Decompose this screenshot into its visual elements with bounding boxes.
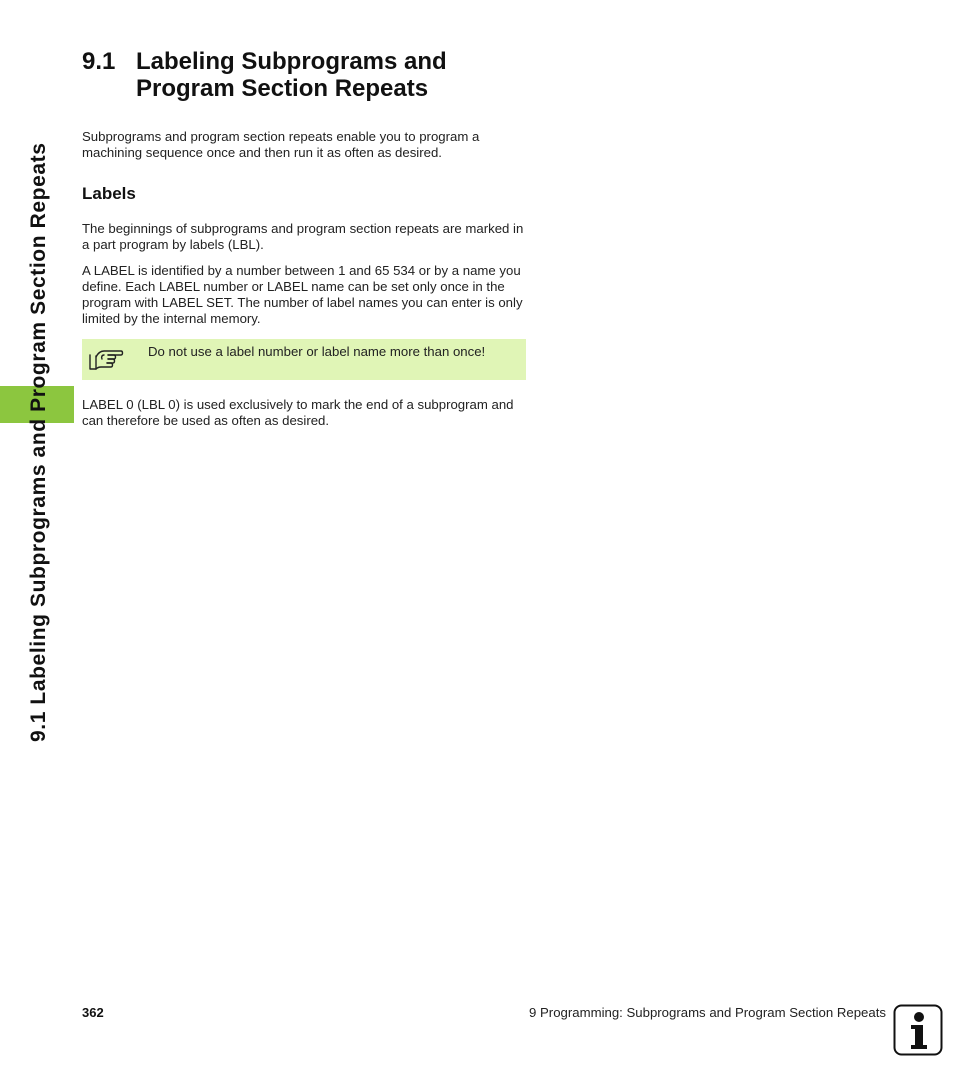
note-box	[82, 339, 526, 380]
labels-paragraph-1: The beginnings of subprograms and program section repeats are marked in a part program by labels (LBL).	[82, 221, 524, 252]
info-icon	[893, 1004, 943, 1056]
note-text: Do not use a label number or label name more than once!	[148, 344, 486, 359]
section-number: 9.1	[82, 48, 116, 75]
footer-chapter-title: 9 Programming: Subprograms and Program Section Repeats	[529, 1005, 886, 1020]
labels-paragraph-2: A LABEL is identified by a number between 1 and 65 534 or by a name you define. Each LABEL number or LABEL name can be set only once in the program with LABEL SET. The number of label names you can enter is only limited by the internal memory.	[82, 263, 523, 326]
labels-subheading: Labels	[82, 184, 136, 203]
side-running-title: 9.1 Labeling Subprograms and Program Section Repeats	[27, 142, 50, 742]
intro-paragraph: Subprograms and program section repeats enable you to program a machining sequence once and then run it as often as desired.	[82, 129, 480, 160]
page-number: 362	[82, 1005, 104, 1020]
labels-paragraph-3: LABEL 0 (LBL 0) is used exclusively to mark the end of a subprogram and can therefore be used as often as desired.	[82, 397, 514, 428]
pointing-hand-icon	[88, 347, 124, 373]
page-title	[82, 48, 542, 102]
section-title: Labeling Subprograms and Program Section Repeats	[136, 48, 447, 102]
